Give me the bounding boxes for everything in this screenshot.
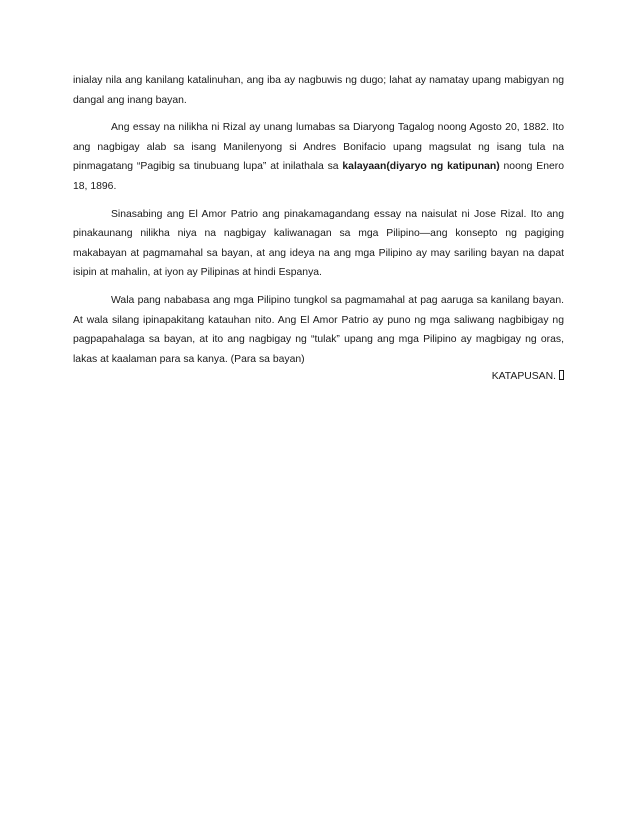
paragraph-2 [73, 118, 564, 196]
paragraph-4: Wala pang nababasa ang mga Pilipino tungkol sa pagmamahal at pag aaruga sa kanilang bayan. At wala silang ipinapakitang katauhan nito. Ang El Amor Patrio ay puno ng mga saliwang nagbibigay ng pagpapahalaga sa bayan, at ito ang nagbigay ng “tulak” upang ang mga Pilipino ay magbigay ng oras, lakas at kaalaman para sa kanya. (Para sa bayan) [73, 294, 564, 365]
paragraph-1: inialay nila ang kanilang katalinuhan, ang iba ay nagbuwis ng dugo; lahat ay namatay upang mabigyan ng dangal ang inang bayan. [73, 75, 564, 106]
missing-glyph-box-icon [559, 370, 564, 380]
paragraph-2-text-end: noong Enero 18, 1896. [73, 161, 564, 192]
paragraph-2-bold-text: kalayaan(diyaryo ng katipunan) [342, 161, 500, 173]
paragraph-2-text: Ang essay na nilikha ni Rizal ay unang lumabas sa Diaryong Tagalog noong Agosto 20, 1882. Ito ang nagbigay alab sa isang Manilenyong si Andres Bonifacio upang magsulat ng isang tula na pinmagatang “Pagibig sa tinubuang lupa” at inilathala sa [73, 122, 564, 173]
ending-text: KATAPUSAN. [491, 371, 556, 382]
ending-line [492, 367, 564, 387]
paragraph-3: Sinasabing ang El Amor Patrio ang pinakamagandang essay na naisulat ni Jose Rizal. Ito ang pinakaunang nilikha niya na nagbigay kaliwanagan sa mga Pilipino—ang konsepto ng pagiging makabayan at pagmamahal sa bayan, at ang ideya na ang mga Pilipino ay may sariling bayan na dapat isipin at mahalin, at iyon ay Pilipinas at hindi Espanya. [73, 208, 564, 279]
document-body [73, 71, 564, 369]
